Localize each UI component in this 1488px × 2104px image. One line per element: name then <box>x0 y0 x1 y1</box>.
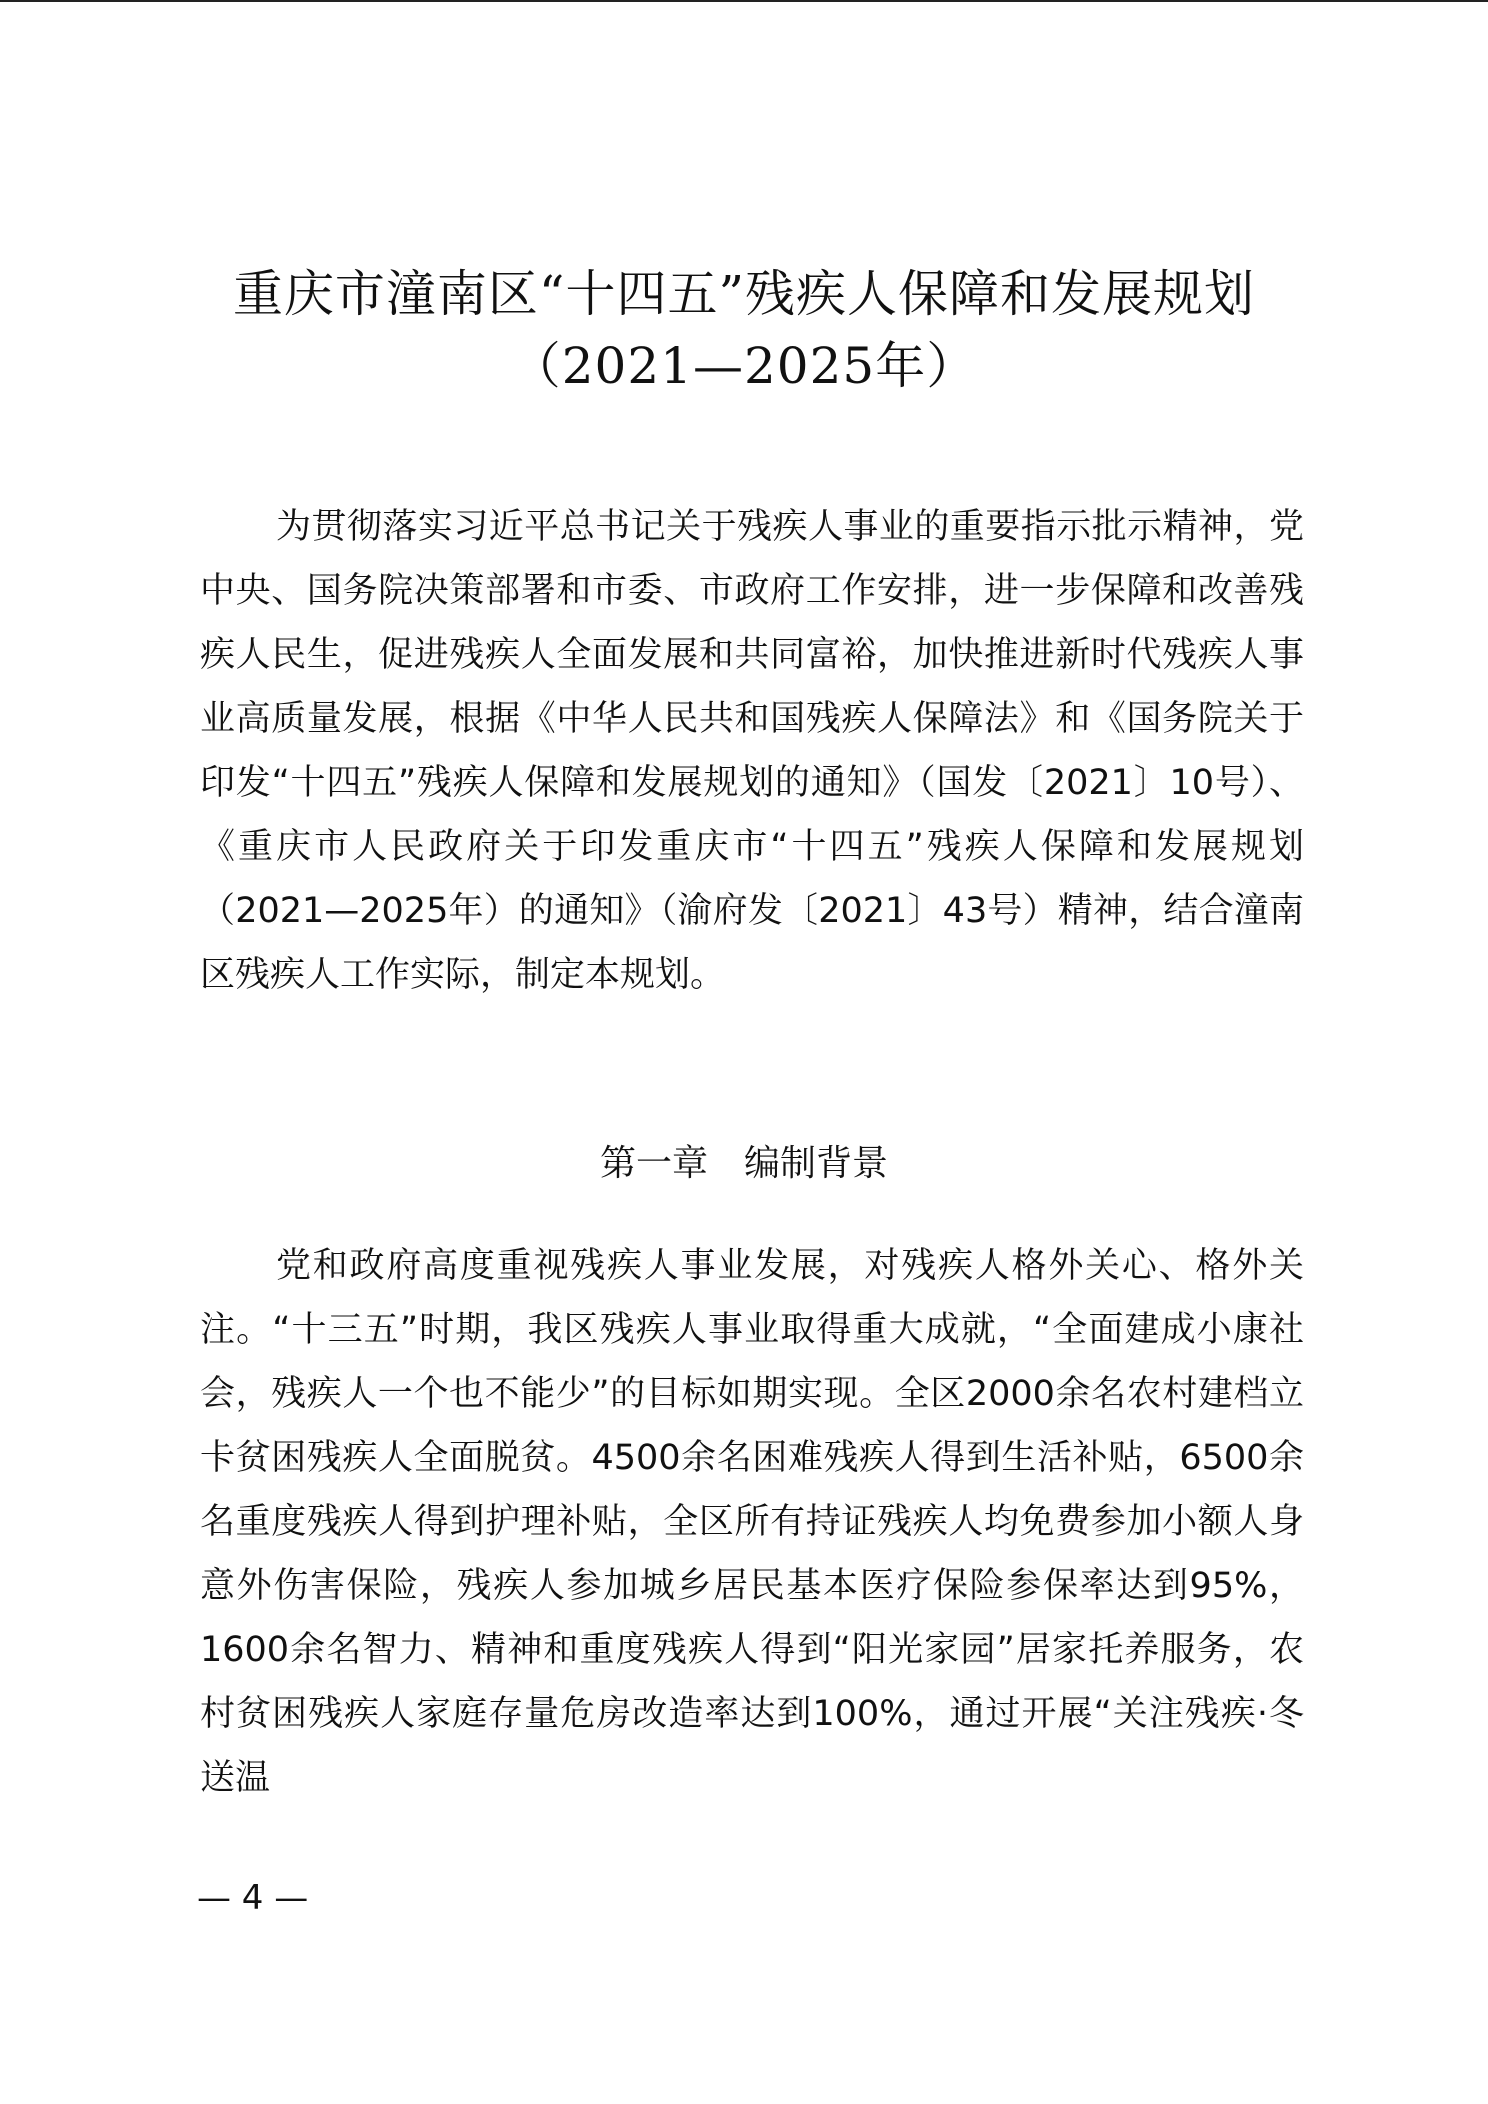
title-line-1: 重庆市潼南区“十四五”残疾人保障和发展规划 <box>232 265 1256 323</box>
title-line-2: （2021—2025年） <box>510 337 978 395</box>
chapter-heading: 第一章 编制背景 <box>599 1143 888 1184</box>
page-top-border <box>0 0 1488 2</box>
document-title <box>0 258 1488 402</box>
background-section <box>200 1234 1304 1810</box>
background-paragraph: 党和政府高度重视残疾人事业发展，对残疾人格外关心、格外关注。“十三五”时期，我区残疾人事业取得重大成就，“全面建成小康社会，残疾人一个也不能少”的目标如期实现。全区2000余名农村建档立卡贫困残疾人全面脱贫。4500余名困难残疾人得到生活补贴，6500余名重度残疾人得到护理补贴，全区所有持证残疾人均免费参加小额人身意外伤害保险，残疾人参加城乡居民基本医疗保险参保率达到95%，1600余名智力、精神和重度残疾人得到“阳光家园”居家托养服务，农村贫困残疾人家庭存量危房改造率达到100%，通过开展“关注残疾·冬送温 <box>200 1246 1304 1798</box>
intro-section <box>200 495 1304 1007</box>
intro-paragraph: 为贯彻落实习近平总书记关于残疾人事业的重要指示批示精神，党中央、国务院决策部署和市委、市政府工作安排，进一步保障和改善残疾人民生，促进残疾人全面发展和共同富裕，加快推进新时代残疾人事业高质量发展，根据《中华人民共和国残疾人保障法》和《国务院关于印发“十四五”残疾人保障和发展规划的通知》（国发〔2021〕10号）、《重庆市人民政府关于印发重庆市“十四五”残疾人保障和发展规划（2021—2025年）的通知》（渝府发〔2021〕43号）精神，结合潼南区残疾人工作实际，制定本规划。 <box>200 507 1304 995</box>
page-number: — 4 — <box>197 1878 309 1918</box>
